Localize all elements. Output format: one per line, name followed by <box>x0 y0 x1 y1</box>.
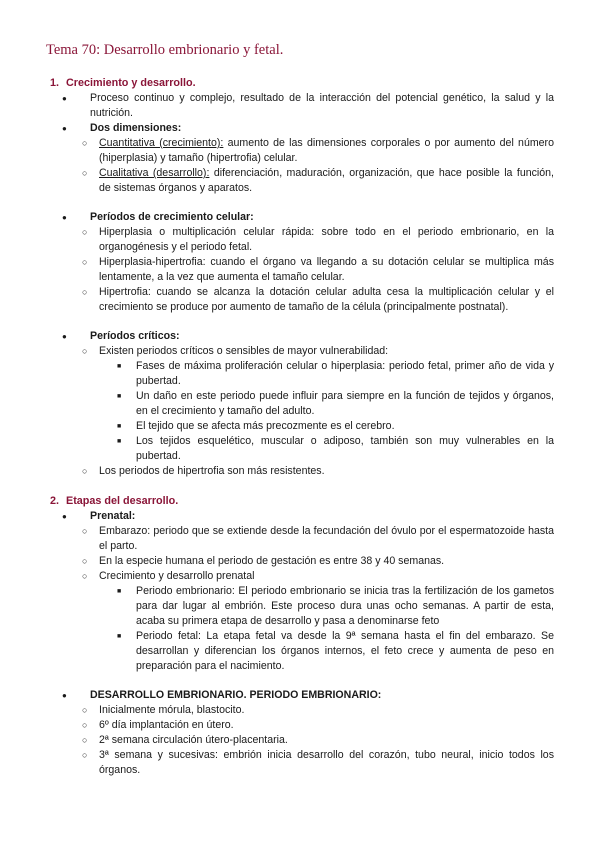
subheading-dimensions: Dos dimensiones: <box>90 122 182 134</box>
list-item <box>46 329 554 479</box>
circle-bullet-icon: ○ <box>82 138 88 148</box>
subheading-prenatal: Prenatal: <box>90 510 136 522</box>
spacer <box>46 196 554 210</box>
bullet-icon: ● <box>62 213 67 222</box>
term-text: periodo que se extiende desde la fecundación del óvulo por el espermatozoide hasta el parto. <box>99 525 554 552</box>
section-2-list <box>46 509 554 778</box>
list-item: ○ Hipertrofia: cuando se alcanza la dotación celular adulta cesa la multiplicación celular y el crecimiento se produce por aumento de tamaño de la célula (principalmente postnatal). <box>82 286 554 313</box>
circle-bullet-icon: ○ <box>82 735 88 745</box>
list-item <box>46 91 554 121</box>
subheading-embryonic: DESARROLLO EMBRIONARIO. PERIODO EMBRIONARIO: <box>90 689 382 701</box>
list-item <box>46 121 554 196</box>
critical-list <box>82 344 554 479</box>
list-item: ■ Periodo embrionario: El periodo embrionario se inicia tras la fertilización de los gametos para dar lugar al embrión. Este proceso dura unas ocho semanas. A partir de esta, acaba su primera etapa de desarrollo y pasa a denominarse feto <box>117 585 554 627</box>
circle-bullet-icon: ○ <box>82 346 88 356</box>
subheading-critical: Períodos críticos: <box>90 330 180 342</box>
term-label: Cuantitativa (crecimiento): <box>99 137 224 149</box>
circle-bullet-icon: ○ <box>82 466 88 476</box>
embryonic-list <box>82 703 554 778</box>
list-item: ○ 6º día implantación en útero. <box>82 719 234 731</box>
square-bullet-icon: ■ <box>117 438 122 445</box>
list-item: ■ Un daño en este periodo puede influir para siempre en la función de tejidos y órganos, en el crecimiento y tamaño del adulto. <box>117 390 554 417</box>
bullet-icon: ● <box>62 512 67 521</box>
section-2-number: 2. <box>50 495 60 507</box>
prenatal-sublist <box>99 584 554 674</box>
circle-bullet-icon: ○ <box>82 287 88 297</box>
section-1-list <box>46 91 554 479</box>
list-item <box>82 524 554 554</box>
dimensions-list <box>82 136 554 196</box>
square-bullet-icon: ■ <box>117 363 122 370</box>
spacer <box>46 315 554 329</box>
list-item: ■ Los tejidos esquelético, muscular o adiposo, también son muy vulnerables en la pubertad. <box>117 435 554 462</box>
spacer <box>46 674 554 688</box>
section-1-title: Crecimiento y desarrollo. <box>66 77 196 89</box>
bullet-icon: ● <box>62 94 67 103</box>
critical-sublist <box>99 359 554 464</box>
circle-bullet-icon: ○ <box>82 227 88 237</box>
list-item <box>46 509 554 674</box>
section-1-heading <box>46 76 554 91</box>
bullet-icon: ● <box>62 691 67 700</box>
list-item <box>82 166 554 196</box>
subheading-periods: Períodos de crecimiento celular: <box>90 211 254 223</box>
square-bullet-icon: ■ <box>117 423 122 430</box>
list-item: ○ Hiperplasia-hipertrofia: cuando el órgano va llegando a su dotación celular se multiplica más lentamente, a la vez que aumenta el tamaño celular. <box>82 256 554 283</box>
section-1-number: 1. <box>50 77 60 89</box>
square-bullet-icon: ■ <box>117 588 122 595</box>
list-item <box>46 210 554 315</box>
list-item: ○ 3ª semana y sucesivas: embrión inicia desarrollo del corazón, tubo neural, inicio todos los órganos. <box>82 749 554 776</box>
term-label: Embarazo: <box>99 525 151 537</box>
prenatal-list <box>82 524 554 674</box>
list-item: ○ En la especie humana el periodo de gestación es entre 38 y 40 semanas. <box>82 555 445 567</box>
paragraph: Proceso continuo y complejo, resultado de la interacción del potencial genético, la salud y la nutrición. <box>90 92 554 119</box>
list-item: ○ 2ª semana circulación útero-placentaria. <box>82 734 288 746</box>
circle-bullet-icon: ○ <box>82 571 88 581</box>
circle-bullet-icon: ○ <box>82 556 88 566</box>
circle-bullet-icon: ○ <box>82 168 88 178</box>
periods-list <box>82 225 554 315</box>
list-item: ○ Crecimiento y desarrollo prenatal ■ Periodo embrionario: El periodo embrionario se inicia tras la fertilización de los gametos para dar lugar al embrión. Este proceso dura unas ocho semanas. A partir de esta, acaba su primera etapa de desarrollo y pasa a denominarse feto ■ Periodo fetal: La etapa fetal va desde la 9ª semana hasta el fin del embarazo. Se desarrollan y diferencian los órganos internos, el feto crece y aumenta de peso en preparación para el nacimiento. <box>82 570 554 672</box>
list-item: ○ Existen periodos críticos o sensibles de mayor vulnerabilidad: ■ Fases de máxima proliferación celular o hiperplasia: periodo fetal, primer año de vida y pubertad. ■ Un daño en este periodo puede influir para siempre en la función de tejidos y órganos, en el crecimiento y tamaño del adulto. ■ El tejido que se afecta más precozmente es el cerebro. ■ Los tejidos esquelético, muscular o adiposo, también son muy vulnerables en la pubertad. <box>82 345 554 462</box>
list-item: ■ El tejido que se afecta más precozmente es el cerebro. <box>117 420 395 432</box>
square-bullet-icon: ■ <box>117 633 122 640</box>
circle-bullet-icon: ○ <box>82 257 88 267</box>
list-item <box>82 136 554 166</box>
section-2-title: Etapas del desarrollo. <box>66 495 179 507</box>
bullet-icon: ● <box>62 124 67 133</box>
list-item: ○ Hiperplasia o multiplicación celular rápida: sobre todo en el periodo embrionario, en la organogénesis y el periodo fetal. <box>82 226 554 253</box>
term-text: diferenciación, maduración, organización, que hace posible la función, de sistemas órganos y aparatos. <box>99 167 554 194</box>
section-2-heading <box>46 494 554 509</box>
term-label: Cualitativa (desarrollo): <box>99 167 210 179</box>
list-item: ○ Los periodos de hipertrofia son más resistentes. <box>82 465 325 477</box>
circle-bullet-icon: ○ <box>82 705 88 715</box>
list-item: ■ Fases de máxima proliferación celular o hiperplasia: periodo fetal, primer año de vida y pubertad. <box>117 360 554 387</box>
circle-bullet-icon: ○ <box>82 526 88 536</box>
bullet-icon: ● <box>62 332 67 341</box>
term-text: aumento de las dimensiones corporales o por aumento del número (hiperplasia) y tamaño (hipertrofia) celular. <box>99 137 554 164</box>
list-item: ○ Inicialmente mórula, blastocito. <box>82 704 245 716</box>
document-title: Tema 70: Desarrollo embrionario y fetal. <box>46 42 284 58</box>
circle-bullet-icon: ○ <box>82 720 88 730</box>
square-bullet-icon: ■ <box>117 393 122 400</box>
list-item: ■ Periodo fetal: La etapa fetal va desde la 9ª semana hasta el fin del embarazo. Se desarrollan y diferencian los órganos internos, el feto crece y aumenta de peso en preparación para el nacimiento. <box>117 630 554 672</box>
circle-bullet-icon: ○ <box>82 750 88 760</box>
list-item <box>46 688 554 778</box>
